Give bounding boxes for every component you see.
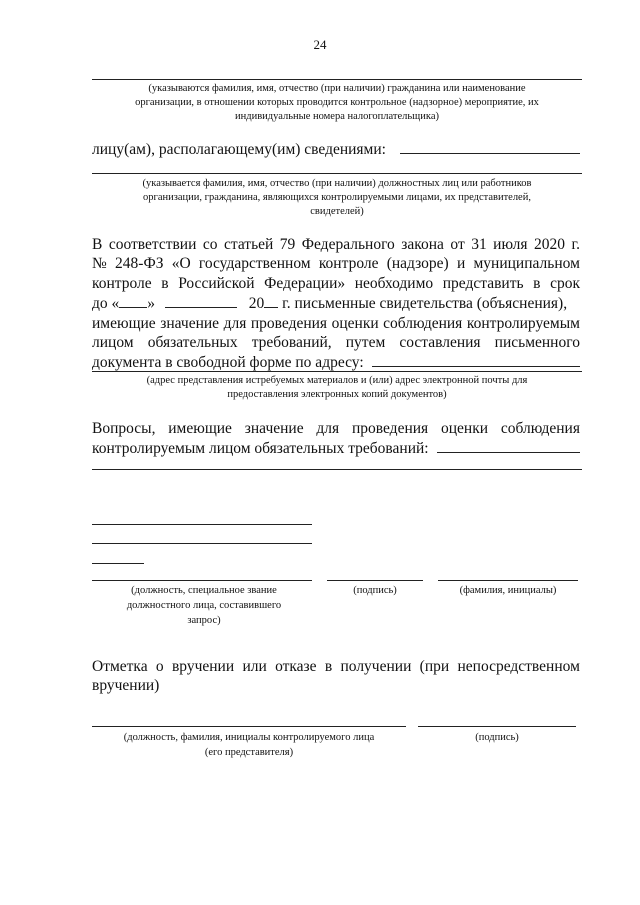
informed-persons-caption <box>92 177 582 219</box>
word: проведения <box>351 420 429 437</box>
delivery-person-caption <box>92 730 406 760</box>
paragraph-line-2 <box>92 254 580 273</box>
word: от <box>450 236 465 253</box>
delivery-signature-line <box>418 726 576 727</box>
caption-line: свидетелей) <box>310 206 364 217</box>
address-line <box>92 371 582 372</box>
word: соответствии <box>108 236 197 253</box>
deadline-day-field[interactable] <box>119 293 147 308</box>
main-paragraph <box>92 235 580 373</box>
deadline-month-field[interactable] <box>165 293 237 308</box>
recipient-caption <box>92 82 582 124</box>
word: № <box>92 255 107 273</box>
word: в <box>161 274 169 292</box>
word: путем <box>345 334 386 352</box>
word: г. <box>571 236 580 253</box>
caption-line: должностного лица, составившего <box>126 600 282 611</box>
word: Российской <box>178 274 255 292</box>
questions-line-2 <box>92 438 580 458</box>
word: составления <box>399 334 481 352</box>
word: в <box>533 274 541 292</box>
paragraph-line-1 <box>92 235 580 254</box>
page-number: 24 <box>313 37 327 52</box>
caption-line: предоставления электронных копий документов) <box>227 389 447 400</box>
delivery-person-line <box>92 726 406 727</box>
word: «О <box>171 255 191 273</box>
address-label: документа в свободной форме по адресу: <box>92 354 364 372</box>
caption-line: организации, гражданина, являющихся контролируемыми лицами, их представителей, <box>143 192 531 203</box>
caption-line: запрос) <box>187 615 221 626</box>
paragraph-line-7 <box>92 352 580 372</box>
deadline-quote-close: » <box>147 295 156 313</box>
informed-persons-label: лицу(ам), располагающему(им) сведениями: <box>92 141 386 158</box>
word: 2020 <box>534 236 565 253</box>
deadline-suffix: г. письменные свидетельства (объяснения), <box>278 295 568 313</box>
paragraph-line-4 <box>92 293 580 313</box>
word: контролируемым <box>466 314 580 332</box>
word: получении <box>340 658 412 675</box>
caption-line: (его представителя) <box>204 747 294 758</box>
word: о <box>155 658 164 675</box>
questions-paragraph <box>92 419 580 459</box>
word: для <box>223 314 247 332</box>
word: Отметка <box>92 658 148 675</box>
word: обязательных <box>147 334 238 352</box>
word: необходимо <box>354 274 434 292</box>
word: (надзоре) <box>386 255 449 273</box>
position-line-4 <box>92 580 312 581</box>
informed-persons-row <box>92 139 580 159</box>
word: 248-ФЗ <box>115 255 164 273</box>
caption-line: индивидуальные номера налогоплательщика) <box>235 111 439 122</box>
questions-label: контролируемым лицом обязательных требований: <box>92 440 429 458</box>
word: контроле <box>92 274 152 292</box>
word: соблюдения <box>383 314 463 332</box>
word: (при <box>419 658 450 675</box>
caption-line: организации, в отношении которых проводится контрольное (надзорное) мероприятие, их <box>135 97 539 108</box>
word: требований, <box>251 334 332 352</box>
word: вручении <box>171 658 235 675</box>
word: со <box>202 236 218 253</box>
word: лицом <box>92 334 134 352</box>
word: отказе <box>275 658 317 675</box>
position-caption <box>104 583 304 628</box>
informed-persons-line <box>92 173 582 174</box>
delivery-line-2: вручении) <box>92 677 160 695</box>
signature-line <box>327 580 423 581</box>
word: Федерации» <box>264 274 346 292</box>
caption-line: (адрес представления истребуемых материалов и (или) адрес электронной почты для <box>146 375 528 386</box>
word: оценки <box>331 314 379 332</box>
word: и <box>456 255 466 273</box>
word: срок <box>550 274 580 292</box>
word: непосредственном <box>457 658 580 675</box>
word: проведения <box>250 314 328 332</box>
word: значение <box>244 420 304 437</box>
word: письменного <box>494 334 580 352</box>
questions-extra-line <box>92 469 582 470</box>
paragraph-line-6 <box>92 333 580 352</box>
word: для <box>316 420 340 437</box>
word: представить <box>442 274 524 292</box>
caption-line: (должность, специальное звание <box>131 585 277 596</box>
paragraph-line-5 <box>92 314 580 333</box>
word: июля <box>493 236 528 253</box>
signature-caption: (подпись) <box>353 585 397 596</box>
name-caption: (фамилия, инициалы) <box>459 585 557 596</box>
word: значение <box>160 314 220 332</box>
word: статьей <box>223 236 274 253</box>
delivery-paragraph <box>92 657 580 696</box>
word: имеющие <box>92 314 156 332</box>
caption-line: (указываются фамилия, имя, отчество (при наличии) гражданина или наименование <box>148 83 526 94</box>
caption-line: (должность, фамилия, инициалы контролируемого лица <box>123 732 375 743</box>
word: 31 <box>471 236 487 253</box>
paragraph-line-3 <box>92 274 580 293</box>
position-line-1 <box>92 524 312 525</box>
word: муниципальном <box>473 255 580 273</box>
word: оценки <box>440 420 489 437</box>
name-line <box>438 580 578 581</box>
deadline-year-field[interactable] <box>264 293 278 308</box>
caption-line: (указывается фамилия, имя, отчество (при наличии) должностных лиц или работников <box>142 178 532 189</box>
questions-line-1 <box>92 419 580 438</box>
word: закона <box>401 236 444 253</box>
word: контроле <box>318 255 379 273</box>
word: соблюдения <box>500 420 580 437</box>
word: или <box>242 658 267 675</box>
position-line-3 <box>92 563 144 564</box>
word: государственном <box>198 255 311 273</box>
word: В <box>92 236 103 253</box>
word: 79 <box>279 236 296 253</box>
questions-field[interactable] <box>437 438 580 453</box>
deadline-century: 20 <box>248 295 265 313</box>
word: Вопросы, <box>92 420 156 437</box>
word: в <box>324 658 333 675</box>
address-caption <box>92 374 582 402</box>
recipient-line <box>92 79 582 80</box>
delivery-signature-caption: (подпись) <box>475 732 519 743</box>
word: имеющие <box>168 420 232 437</box>
informed-persons-field[interactable] <box>400 139 580 154</box>
deadline-prefix: до « <box>92 295 120 313</box>
position-line-2 <box>92 543 312 544</box>
address-field[interactable] <box>372 352 580 367</box>
delivery-line-1 <box>92 657 580 676</box>
word: Федерального <box>301 236 395 253</box>
